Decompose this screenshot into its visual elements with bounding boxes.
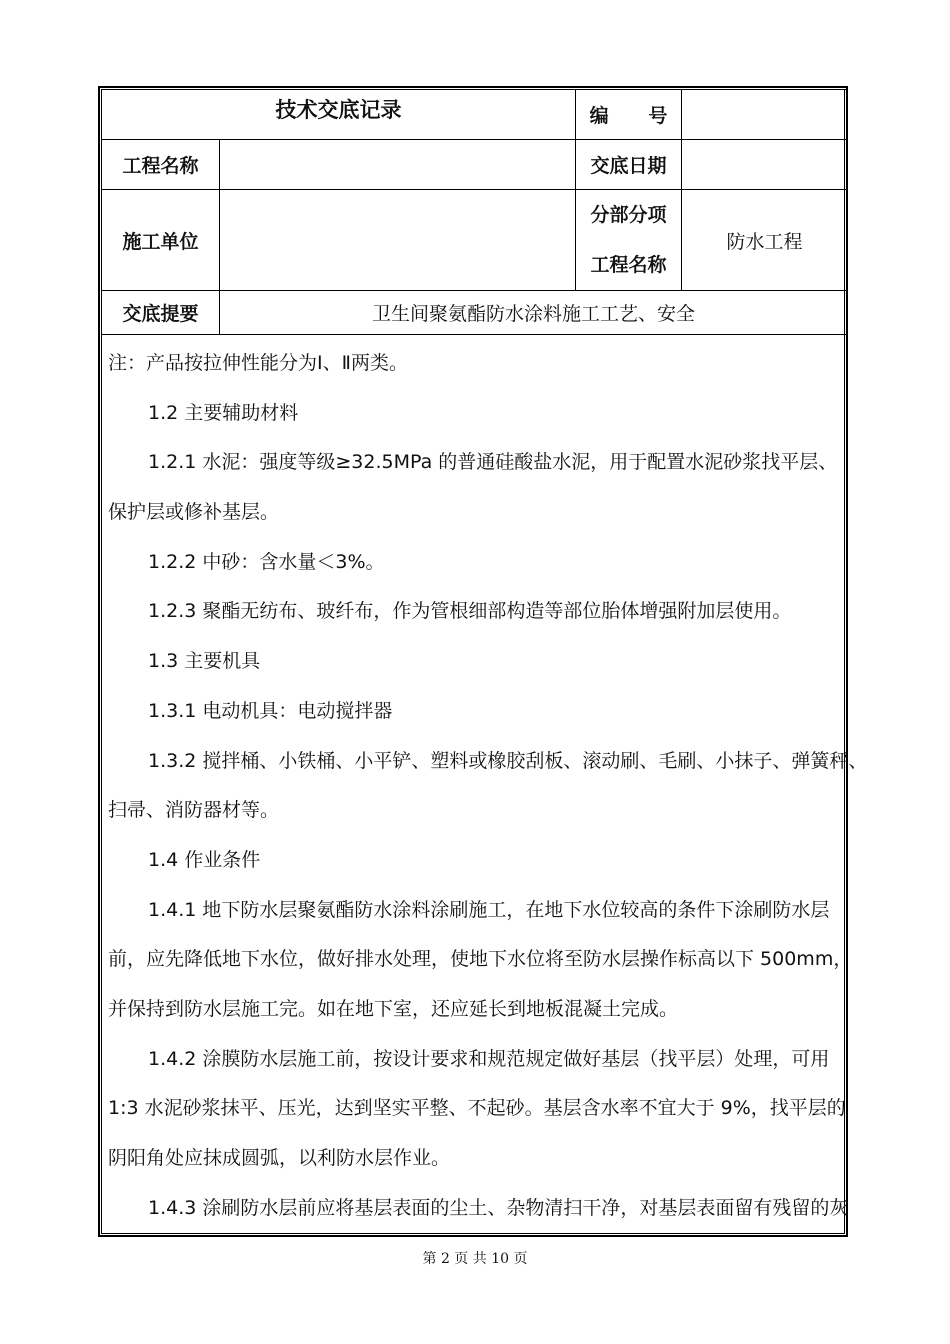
- body-line: 1.4.1 地下防水层聚氨酯防水涂料涂刷施工，在地下水位较高的条件下涂刷防水层: [148, 898, 830, 921]
- body-line: 1:3 水泥砂浆抹平、压光，达到坚实平整、不起砂。基层含水率不宜大于 9%，找平层的: [108, 1097, 846, 1120]
- doc-title: 技术交底记录: [102, 90, 576, 140]
- body-line: 并保持到防水层施工完。如在地下室，还应延长到地板混凝土完成。: [108, 997, 679, 1020]
- body-line: 阴阳角处应抹成圆弧，以利防水层作业。: [108, 1147, 451, 1169]
- body-line: 1.2 主要辅助材料: [148, 401, 299, 424]
- unit-value: [220, 190, 576, 291]
- body-line: 保护层或修补基层。: [108, 501, 280, 524]
- project-name-value: [220, 140, 576, 190]
- body-line: 1.2.3 聚酯无纺布、玻纤布，作为管根细部构造等部位胎体增强附加层使用。: [148, 600, 792, 623]
- body-line: 扫帚、消防器材等。: [108, 799, 280, 822]
- subproject-value: 防水工程: [682, 190, 848, 291]
- body-line: 1.3 主要机具: [148, 650, 261, 673]
- body-line: 1.2.2 中砂：含水量＜3%。: [148, 550, 385, 573]
- body-text: [108, 346, 868, 1240]
- page-footer: 第 2 页 共 10 页: [422, 1251, 528, 1267]
- unit-label: 施工单位: [102, 190, 220, 291]
- header-table: [101, 89, 848, 335]
- subproject-label: [576, 190, 682, 291]
- summary-label: 交底提要: [102, 291, 220, 335]
- body-line: 1.2.1 水泥：强度等级≥32.5MPa 的普通硅酸盐水泥，用于配置水泥砂浆找平层、: [148, 451, 838, 474]
- body-line: 1.4.2 涂膜防水层施工前，按设计要求和规范规定做好基层（找平层）处理，可用: [148, 1047, 830, 1070]
- body-line: 前，应先降低地下水位，做好排水处理，使地下水位将至防水层操作标高以下 500mm，: [108, 948, 853, 971]
- body-line: 注：产品按拉伸性能分为Ⅰ、Ⅱ两类。: [108, 352, 408, 374]
- date-label: 交底日期: [576, 140, 682, 190]
- summary-value: 卫生间聚氨酯防水涂料施工工艺、安全: [220, 291, 848, 335]
- date-value: [682, 140, 848, 190]
- subproject-label-line1: 分部分项: [590, 204, 667, 226]
- body-line: 1.3.1 电动机具：电动搅拌器: [148, 699, 393, 722]
- body-line: 1.4 作业条件: [148, 848, 261, 871]
- body-line: 1.4.3 涂刷防水层前应将基层表面的尘土、杂物清扫干净，对基层表面留有残留的灰: [148, 1196, 849, 1219]
- number-label: 编 号: [576, 90, 682, 140]
- subproject-label-line2: 工程名称: [590, 254, 667, 276]
- body-line: 1.3.2 搅拌桶、小铁桶、小平铲、塑料或橡胶刮板、滚动刷、毛刷、小抹子、弹簧秤、: [148, 749, 868, 772]
- number-value: [682, 90, 848, 140]
- project-name-label: 工程名称: [102, 140, 220, 190]
